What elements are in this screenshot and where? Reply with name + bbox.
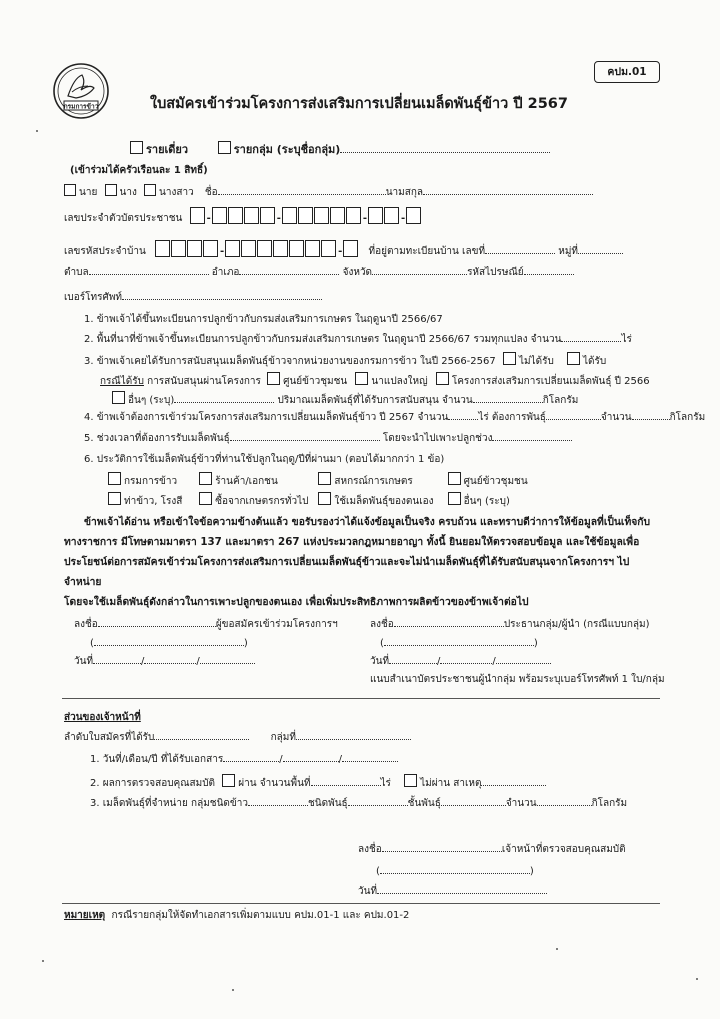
item-2: 2. พื้นที่นาที่ข้าพเจ้าขึ้นทะเบียนการปลูกข้าวกับกรมส่งเสริมการเกษตร ในฤดูนาปี 2566/67 รวมทุกแปลง จำนวน ไร่ xyxy=(84,334,632,345)
applicant-date: วันที่ / / xyxy=(74,654,255,669)
attach-note: แนบสำเนาบัตรประชาชนผู้นำกลุ่ม พร้อมระบุเบอร์โทรศัพท์ 1 ใบ/กลุ่ม xyxy=(370,674,665,685)
mr-checkbox[interactable] xyxy=(64,184,76,196)
mrs-checkbox[interactable] xyxy=(105,184,117,196)
applicant-signature: ลงชื่อ ผู้ขอสมัครเข้าร่วมโครงการฯ xyxy=(74,619,338,630)
registered-area-field[interactable] xyxy=(561,332,621,342)
pass-checkbox[interactable] xyxy=(222,774,235,787)
source-community-checkbox[interactable] xyxy=(448,472,461,485)
scan-speck xyxy=(36,130,38,132)
official-item-3: 3. เมล็ดพันธุ์ที่จำหน่าย กลุ่มชนิดข้าว ชนิดพันธุ์ ชั้นพันธุ์ จำนวน กิโลกรัม xyxy=(90,798,628,809)
province-field[interactable] xyxy=(372,265,467,275)
chair-signature: ลงชื่อ ประธานกลุ่ม/ผู้นำ (กรณีแบบกลุ่ม) xyxy=(370,619,650,630)
department-logo xyxy=(52,62,110,120)
source-farmer-checkbox[interactable] xyxy=(199,492,212,505)
phone-row: เบอร์โทรศัพท์ xyxy=(64,290,322,305)
seed-source-row-2: ท่าข้าว, โรงสี ซื้อจากเกษตรกรทั่วไป ใช้เมล็ดพันธุ์ของตนเอง อื่นๆ (ระบุ) xyxy=(108,492,510,509)
fail-reason-field[interactable] xyxy=(481,776,546,786)
miss-checkbox[interactable] xyxy=(144,184,156,196)
item-3-other: อื่นๆ (ระบุ) ปริมาณเมล็ดพันธุ์ที่ได้รับการสนับสนุน จำนวน กิโลกรัม xyxy=(112,391,578,408)
source-rice-dept-checkbox[interactable] xyxy=(108,472,121,485)
id-card-row: เลขประจำตัวบัตรประชาชน - - - - xyxy=(64,207,422,226)
item-6: 6. ประวัติการใช้เมล็ดพันธุ์ข้าวที่ท่านใช้ปลูกในฤดู/ปีที่ผ่านมา (ตอบได้มากกว่า 1 ข้อ) xyxy=(84,454,445,465)
section-divider xyxy=(62,698,660,699)
scan-speck xyxy=(696,978,698,980)
chair-printed-name[interactable]: ( ) xyxy=(380,638,538,649)
chair-date: วันที่ / / xyxy=(370,654,551,669)
item-3-programs: กรณีได้รับ การสนับสนุนผ่านโครงการ ศูนย์ข้าวชุมชน นาแปลงใหญ่ โครงการส่งเสริมการเปลี่ยนเมล็ดพันธุ์ ปี 2566 xyxy=(100,372,650,389)
svg-text:กรมการข้าว: กรมการข้าว xyxy=(63,102,99,111)
official-item-2: 2. ผลการตรวจสอบคุณสมบัติ ผ่าน จำนวนพื้นที่ ไร่ ไม่ผ่าน สาเหตุ xyxy=(90,774,546,791)
group-checkbox[interactable] xyxy=(218,141,231,154)
individual-checkbox[interactable] xyxy=(130,141,143,154)
received-qty-field[interactable] xyxy=(473,393,543,403)
other-program-field[interactable] xyxy=(174,393,274,403)
chair-signature-field[interactable] xyxy=(394,617,504,627)
source-shop-checkbox[interactable] xyxy=(199,472,212,485)
requested-area-field[interactable] xyxy=(448,410,478,420)
item-3: 3. ข้าพเจ้าเคยได้รับการสนับสนุนเมล็ดพันธุ์ข้าวจากหน่วยงานของกรมการข้าว ในปี 2566-2567 ไม่ได้รับ ได้รับ xyxy=(84,352,606,369)
form-title: ใบสมัครเข้าร่วมโครงการส่งเสริมการเปลี่ยนเมล็ดพันธุ์ข้าว ปี 2567 xyxy=(150,96,568,112)
inspector-date: วันที่ xyxy=(358,884,547,899)
address-row: ตำบล อำเภอ จังหวัด รหัสไปรษณีย์ xyxy=(64,265,574,280)
requested-qty-field[interactable] xyxy=(632,410,670,420)
footnote: หมายเหตุ กรณีรายกลุ่มให้จัดทำเอกสารเพิ่มตามแบบ คปม.01-1 และ คปม.01-2 xyxy=(64,910,410,921)
scan-speck xyxy=(556,948,558,950)
moo-field[interactable] xyxy=(578,244,623,254)
scan-speck xyxy=(232,989,234,991)
group-name-field[interactable] xyxy=(340,143,550,153)
id-card-boxes[interactable]: - - - - xyxy=(190,213,423,224)
item-4: 4. ข้าพเจ้าต้องการเข้าร่วมโครงการส่งเสริมการเปลี่ยนเมล็ดพันธุ์ข้าว ปี 2567 จำนวน ไร่ ต้องการพันธุ์ จำนวน กิโลกรัม xyxy=(84,412,706,423)
source-coop-checkbox[interactable] xyxy=(318,472,331,485)
applicant-printed-name[interactable]: ( ) xyxy=(90,638,248,649)
applicant-type-row: รายเดี่ยว รายกลุ่ม (ระบุชื่อกลุ่ม) xyxy=(130,140,550,158)
fail-checkbox[interactable] xyxy=(404,774,417,787)
official-order-row: ลำดับใบสมัครที่ได้รับ กลุ่มที่ xyxy=(64,730,411,745)
house-code-row: เลขรหัสประจำบ้าน - - ที่อยู่ตามทะเบียนบ้าน เลขที่ หมู่ที่ xyxy=(64,240,623,259)
order-no-field[interactable] xyxy=(154,730,249,740)
source-own-checkbox[interactable] xyxy=(318,492,331,505)
inspector-signature-field[interactable] xyxy=(382,842,502,852)
item-1: 1. ข้าพเจ้าได้ขึ้นทะเบียนการปลูกข้าวกับกรมส่งเสริมการเกษตร ในฤดูนาปี 2566/67 xyxy=(84,314,443,325)
official-item-1: 1. วันที่/เดือน/ปี ที่ได้รับเอกสาร / / xyxy=(90,752,398,767)
first-name-field[interactable] xyxy=(218,185,386,195)
community-center-checkbox[interactable] xyxy=(267,372,280,385)
phone-field[interactable] xyxy=(122,290,322,300)
postcode-field[interactable] xyxy=(524,265,574,275)
group-no-field[interactable] xyxy=(296,730,411,740)
large-plot-checkbox[interactable] xyxy=(355,372,368,385)
form-code: คปม.01 xyxy=(594,61,660,83)
address-no-field[interactable] xyxy=(485,244,555,254)
pass-area-field[interactable] xyxy=(311,776,381,786)
seed-source-row-1: กรมการข้าว ร้านค้า/เอกชน สหกรณ์การเกษตร ศูนย์ข้าวชุมชน xyxy=(108,472,528,489)
source-mill-checkbox[interactable] xyxy=(108,492,121,505)
surname-field[interactable] xyxy=(423,185,593,195)
official-heading: ส่วนของเจ้าหน้าที่ xyxy=(64,712,141,723)
inspector-printed-name[interactable]: ( ) xyxy=(376,866,534,877)
amphoe-field[interactable] xyxy=(239,265,339,275)
applicant-signature-field[interactable] xyxy=(98,617,216,627)
source-other-checkbox[interactable] xyxy=(448,492,461,505)
scan-speck xyxy=(42,960,44,962)
inspector-signature: ลงชื่อ เจ้าหน้าที่ตรวจสอบคุณสมบัติ xyxy=(358,844,626,855)
declaration: ข้าพเจ้าได้อ่าน หรือเข้าใจข้อความข้างต้นแล้ว ขอรับรองว่าได้แจ้งข้อมูลเป็นจริง ครบถ้วน และทราบดีว่าการให้ข้อมูลที่เป็นเท็จกับ ทางราชการ มีโทษตามมาตรา 137 และมาตรา 267 แห่งประมวลกฎหมายอาญา ทั้งนี้ ยินยอมให้ตรวจสอบข้อมูล และใช้ข้อมูลเพื่อ ประโยชน์ต่อการสมัครเข้าร่วมโครงการส่งเสริมการเปลี่ยนเมล็ดพันธุ์ข้าวและจะไม่นำเมล็ดพันธุ์ที่ได้รับสนับสนุนจากโครงการฯ ไปจำหน่าย โดยจะใช้เมล็ดพันธุ์ดังกล่าวในการเพาะปลูกของตนเอง เพื่อเพิ่มประสิทธิภาพการผลิตข้าวของข้าพเจ้าต่อไป xyxy=(64,516,651,608)
not-received-checkbox[interactable] xyxy=(503,352,516,365)
other-program-checkbox[interactable] xyxy=(112,391,125,404)
received-checkbox[interactable] xyxy=(567,352,580,365)
seed-program-2566-checkbox[interactable] xyxy=(436,372,449,385)
tambon-field[interactable] xyxy=(89,265,209,275)
item-5: 5. ช่วงเวลาที่ต้องการรับเมล็ดพันธุ์ โดยจะนำไปเพาะปลูกช่วง xyxy=(84,431,572,446)
note-divider xyxy=(62,903,660,904)
house-code-boxes[interactable]: - - xyxy=(155,246,363,257)
name-row: นาย นาง นางสาว ชื่อ นามสกุล xyxy=(64,184,593,200)
requested-variety-field[interactable] xyxy=(546,410,601,420)
rights-note: (เข้าร่วมได้ครัวเรือนละ 1 สิทธิ์) xyxy=(70,165,208,176)
receive-period-field[interactable] xyxy=(230,431,380,441)
planting-period-field[interactable] xyxy=(492,431,572,441)
